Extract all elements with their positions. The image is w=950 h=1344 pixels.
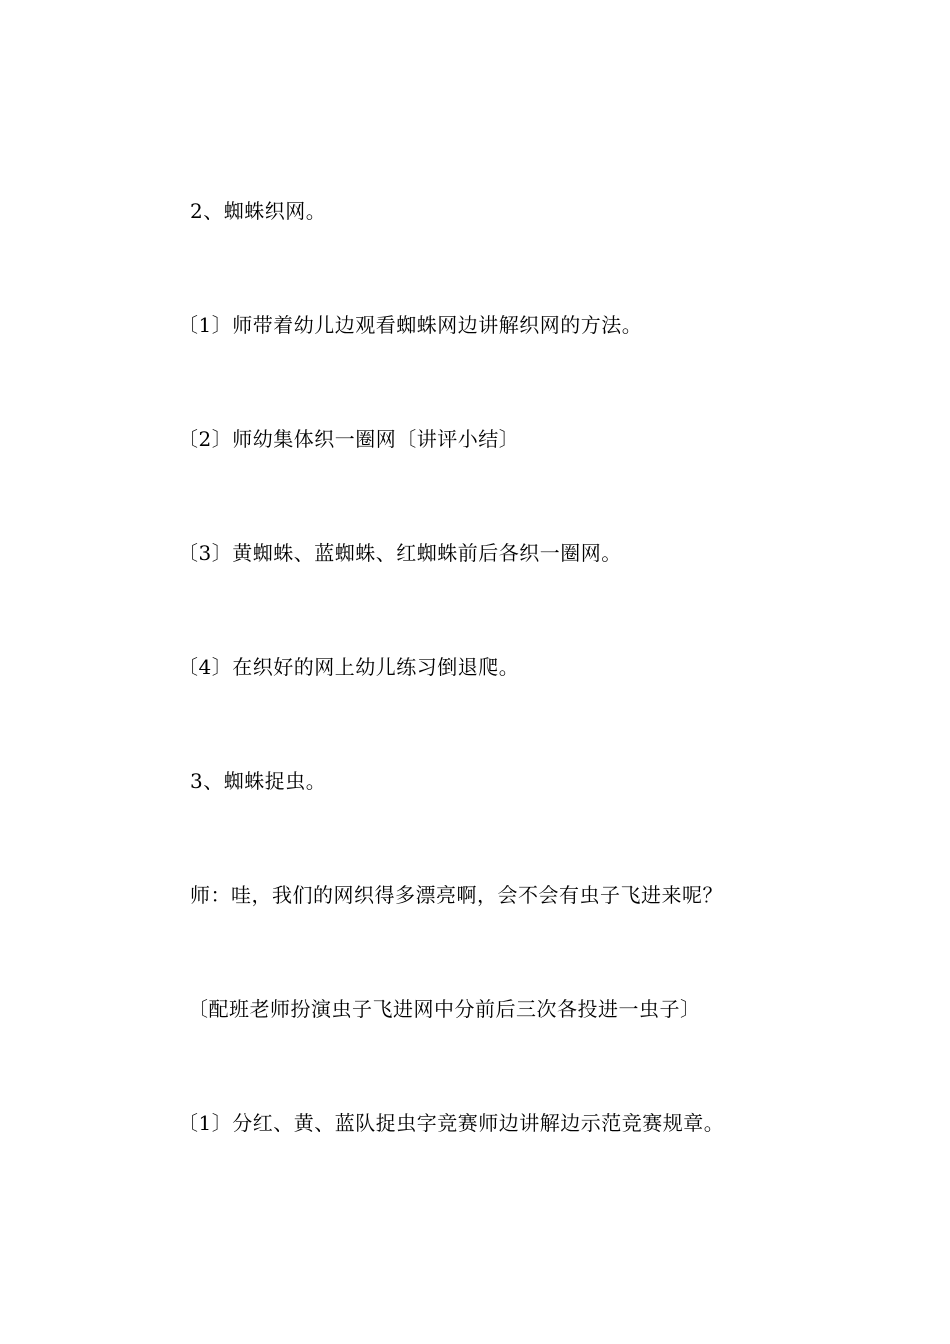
paragraph-step-2: 〔2〕师幼集体织一圈网〔讲评小结〕: [178, 427, 520, 451]
paragraph-assistant-note: 〔配班老师扮演虫子飞进网中分前后三次各投进一虫子〕: [188, 997, 701, 1021]
paragraph-competition-rules: 〔1〕分红、黄、蓝队捉虫字竞赛师边讲解边示范竞赛规章。: [178, 1111, 725, 1135]
heading-spider-weaving: 2、蜘蛛织网。: [190, 199, 327, 223]
paragraph-step-1: 〔1〕师带着幼儿边观看蜘蛛网边讲解织网的方法。: [178, 313, 643, 337]
paragraph-step-3: 〔3〕黄蜘蛛、蓝蜘蛛、红蜘蛛前后各织一圈网。: [178, 541, 622, 565]
paragraph-step-4: 〔4〕在织好的网上幼儿练习倒退爬。: [178, 655, 520, 679]
heading-spider-catching: 3、蜘蛛捉虫。: [190, 769, 327, 793]
paragraph-teacher-speech: 师：哇，我们的网织得多漂亮啊，会不会有虫子飞进来呢？: [190, 883, 723, 907]
